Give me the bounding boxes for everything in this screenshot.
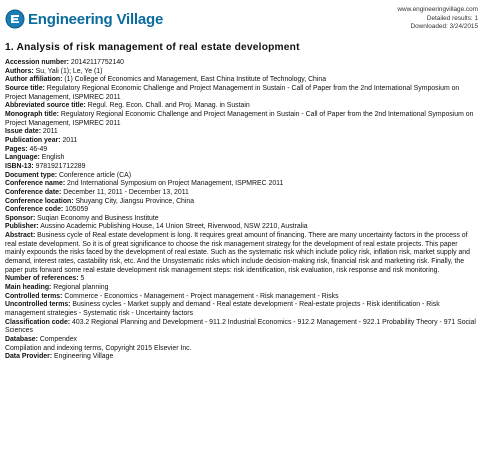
record-field — [5, 68, 479, 77]
field-value: Business cycle of Real estate development is long. It requires great amount of financing. There are many uncertainty factors in the process of real estate development. So it is of great significance to choose the risk management strategy for the development of real estate projects. This paper mainly expounds the risks faced by the development of real estate. Such as the systematic risk which include policy risk, inflation risk, market supply and demand, interest rates, castability risk, etc. And the Unsystematic risks which include decision-making risk, financial risk and marketing risk. Finally, the paper puts forward some real estate development risk management steps: risk identification, risk evaluation, risk response and risk monitoring. — [5, 232, 470, 274]
record-field — [5, 284, 479, 293]
record-field — [5, 111, 479, 128]
field-value: Su, Yali (1); Le, Ye (1) — [33, 67, 103, 75]
site-url: www.engineeringvillage.com — [397, 6, 478, 13]
field-label: Publisher: — [5, 223, 39, 231]
field-value: Compendex — [37, 336, 78, 343]
field-value: 46-49 — [27, 145, 48, 153]
logo-text: Engineering Village — [28, 10, 164, 28]
record-field — [5, 206, 479, 215]
field-value: Regul. Reg. Econ. Chall. and Proj. Manag. in Sustain — [85, 102, 250, 110]
field-value: 105059 — [63, 206, 89, 214]
field-value: Regulatory Regional Economic Challenge and Project Management in Sustain - Call of Paper from the 2nd International Symposium on Project Management, ISPMREC 2011 — [5, 84, 460, 101]
field-label: Number of references: — [5, 275, 79, 283]
field-label: Controlled terms: — [5, 292, 63, 300]
record-field — [5, 85, 479, 102]
field-label: Conference location: — [5, 197, 74, 205]
record-field — [5, 293, 479, 302]
field-value: 2nd International Symposium on Project Management, ISPMREC 2011 — [65, 180, 284, 188]
field-label: Issue date: — [5, 128, 41, 136]
record-field — [5, 137, 479, 146]
field-value: Regional planning — [51, 284, 109, 292]
header — [0, 0, 484, 40]
field-value: 2011 — [41, 128, 58, 136]
logo — [5, 9, 163, 29]
field-label: Data Provider: — [5, 353, 53, 361]
field-label: Conference code: — [5, 206, 64, 214]
record-field — [5, 198, 479, 207]
record-field — [5, 345, 479, 354]
field-value: 403.2 Regional Planning and Development - 911.2 Industrial Economics - 912.2 Management - 922.1 Probability Theory - 971 Social Sciences — [5, 318, 476, 335]
record-field — [5, 336, 479, 345]
record-field — [5, 189, 479, 198]
record-field — [5, 128, 479, 137]
record-field — [5, 102, 479, 111]
field-label: Uncontrolled terms: — [5, 301, 71, 309]
record-field — [5, 353, 479, 362]
field-label: Sponsor: — [5, 214, 36, 222]
record-field — [5, 215, 479, 224]
download-date: Downloaded: 3/24/2015 — [410, 23, 478, 31]
record-field — [5, 172, 479, 181]
field-label: Conference name: — [5, 180, 66, 188]
field-label: Authors: — [5, 67, 34, 75]
record-field — [5, 154, 479, 163]
field-label: Language: — [5, 154, 40, 162]
record-field — [5, 163, 479, 172]
field-value: 5 — [78, 275, 85, 283]
record-field — [5, 275, 479, 284]
field-value: Commerce - Economics - Management - Project management - Risk management - Risks — [62, 292, 339, 300]
record-field — [5, 180, 479, 189]
field-value: Regulatory Regional Economic Challenge and Project Management in Sustain - Call of Paper from the 2nd International Symposium on Project Management, ISPMREC 2011 — [5, 110, 474, 127]
field-label: ISBN-13: — [5, 162, 34, 170]
detailed-results: Detailed results: 1 — [426, 14, 478, 22]
field-label: Conference date: — [5, 188, 62, 196]
field-value: Compilation and indexing terms, Copyright 2015 Elsevier Inc. — [5, 344, 192, 352]
field-label: Pages: — [5, 145, 28, 153]
download-meta — [397, 6, 478, 32]
record-field — [5, 146, 479, 155]
field-value: Aussino Academic Publishing House, 14 Union Street, Riverwood, NSW 2210, Australia — [38, 223, 308, 231]
field-label: Database: — [5, 336, 38, 343]
record-field — [5, 301, 479, 318]
record-field — [5, 232, 479, 275]
field-label: Abbreviated source title: — [5, 102, 86, 110]
field-label: Author affiliation: — [5, 76, 63, 84]
record-title: 1. Analysis of risk management of real estate development — [5, 42, 300, 53]
field-label: Main heading: — [5, 284, 52, 292]
field-value: (1) College of Economics and Management, East China Institute of Technology, China — [62, 76, 327, 84]
field-value: 9781921712289 — [33, 162, 86, 170]
field-label: Classification code: — [5, 318, 71, 326]
field-value: December 11, 2011 - December 13, 2011 — [61, 188, 189, 196]
field-label: Source title: — [5, 84, 45, 92]
record-fields — [5, 59, 479, 362]
field-value: 2011 — [60, 136, 78, 144]
field-value: 20142117752140 — [68, 59, 125, 66]
record-field — [5, 59, 479, 68]
field-value: Shuyang City, Jiangsu Province, China — [73, 197, 195, 205]
field-label: Publication year: — [5, 136, 61, 144]
field-value: Suqian Economy and Business Institute — [35, 214, 159, 222]
field-label: Monograph title: — [5, 110, 59, 118]
field-label: Abstract: — [5, 232, 36, 240]
record-field — [5, 223, 479, 232]
field-value: Engineering Village — [52, 353, 114, 361]
engineering-village-logo-icon — [5, 9, 25, 29]
record-field — [5, 76, 479, 85]
field-value: Business cycles - Market supply and demand - Real estate development - Real-estate projects - Risk identification - Risk management strategies - Systematic risk - Uncertainty factors — [5, 301, 440, 318]
field-label: Accession number: — [5, 59, 69, 66]
field-value: English — [39, 154, 65, 162]
record-field — [5, 319, 479, 336]
field-label: Document type: — [5, 171, 58, 179]
field-value: Conference article (CA) — [57, 171, 131, 179]
